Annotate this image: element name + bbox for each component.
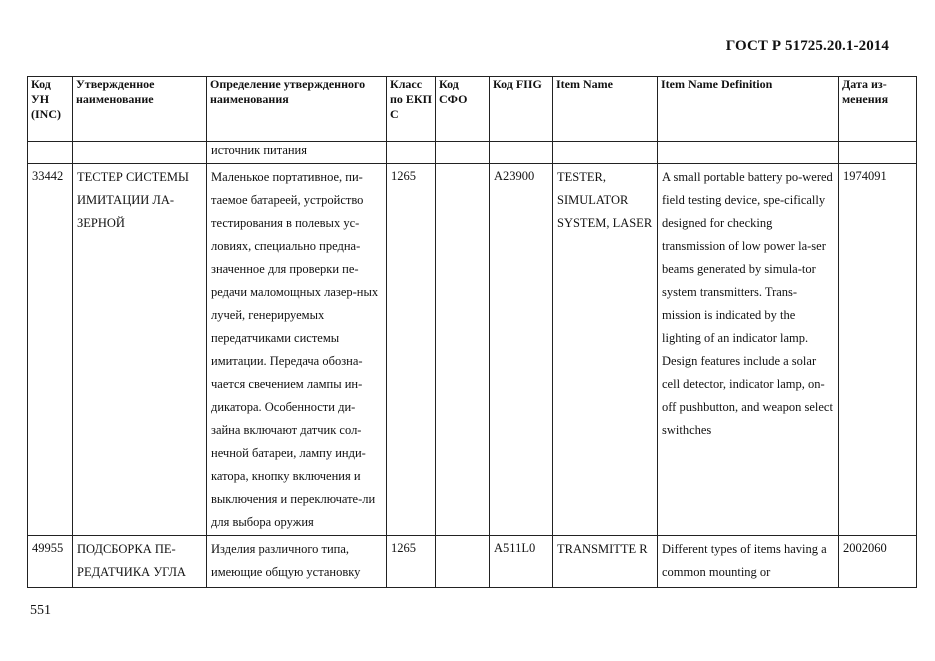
cell-sfo-code <box>436 164 490 536</box>
table-row <box>28 536 917 588</box>
cell-item-name: TRANSMITTE R <box>553 536 658 588</box>
cell-fiig-code: A23900 <box>490 164 553 536</box>
table-row <box>28 164 917 536</box>
cell-item-name: TESTER, SIMULATOR SYSTEM, LASER <box>553 164 658 536</box>
cell-approved-name: ПОДСБОРКА ПЕ-РЕДАТЧИКА УГЛА <box>73 536 207 588</box>
col-header-fiig-code: Код FIIG <box>490 77 553 142</box>
cell-inc: 49955 <box>28 536 73 588</box>
col-header-approved-name: Утвержденное наименование <box>73 77 207 142</box>
cell-definition: Маленькое портативное, пи-таемое батареей, устройство тестирования в полевых ус-ловиях, специально предна-значенное для проверки пе-редачи маломощных лазер-ных лучей, генерируемых передатчиками системы имитации. Передача обозна-чается свечением лампы ин-дикатора. Особенности ди-зайна включают датчик сол-нечной батареи, лампу инди-катора, кнопку включения и выключения и переключате-ли для выбора оружия <box>207 164 387 536</box>
table-header-row <box>28 77 917 142</box>
cell-change-date: 2002060 <box>839 536 917 588</box>
cell-item-name-definition: A small portable battery po-wered field testing device, spe-cifically designed for checking transmission of low power la-ser beams generated by simula-tor system transmitters. Trans-mission is indicated by the lighting of an indicator lamp. Design features include a solar cell detector, indicator lamp, on-off pushbutton, and weapon select swithches <box>658 164 839 536</box>
cell-ekps-class: 1265 <box>387 164 436 536</box>
cell-approved-name: ТЕСТЕР СИСТЕМЫ ИМИТАЦИИ ЛА-ЗЕРНОЙ <box>73 164 207 536</box>
col-header-definition: Определение утвержденного наименования <box>207 77 387 142</box>
cell-inc: 33442 <box>28 164 73 536</box>
cell-change-date: 1974091 <box>839 164 917 536</box>
cell-definition: источник питания <box>207 142 387 164</box>
cell-definition: Изделия различного типа, имеющие общую установку <box>207 536 387 588</box>
cell-ekps-class: 1265 <box>387 536 436 588</box>
col-header-inc: Код УН (INC) <box>28 77 73 142</box>
col-header-sfo-code: Код СФО <box>436 77 490 142</box>
table-row-continuation <box>28 142 917 164</box>
cell-fiig-code: A511L0 <box>490 536 553 588</box>
nomenclature-table <box>27 76 917 588</box>
cell-sfo-code <box>436 536 490 588</box>
document-code: ГОСТ Р 51725.20.1-2014 <box>725 38 889 54</box>
col-header-change-date: Дата из-менения <box>839 77 917 142</box>
col-header-item-name: Item Name <box>553 77 658 142</box>
col-header-ekps-class: Класс по ЕКП С <box>387 77 436 142</box>
cell-item-name-definition: Different types of items having a common mounting or <box>658 536 839 588</box>
page-number: 551 <box>30 603 51 618</box>
col-header-item-name-definition: Item Name Definition <box>658 77 839 142</box>
